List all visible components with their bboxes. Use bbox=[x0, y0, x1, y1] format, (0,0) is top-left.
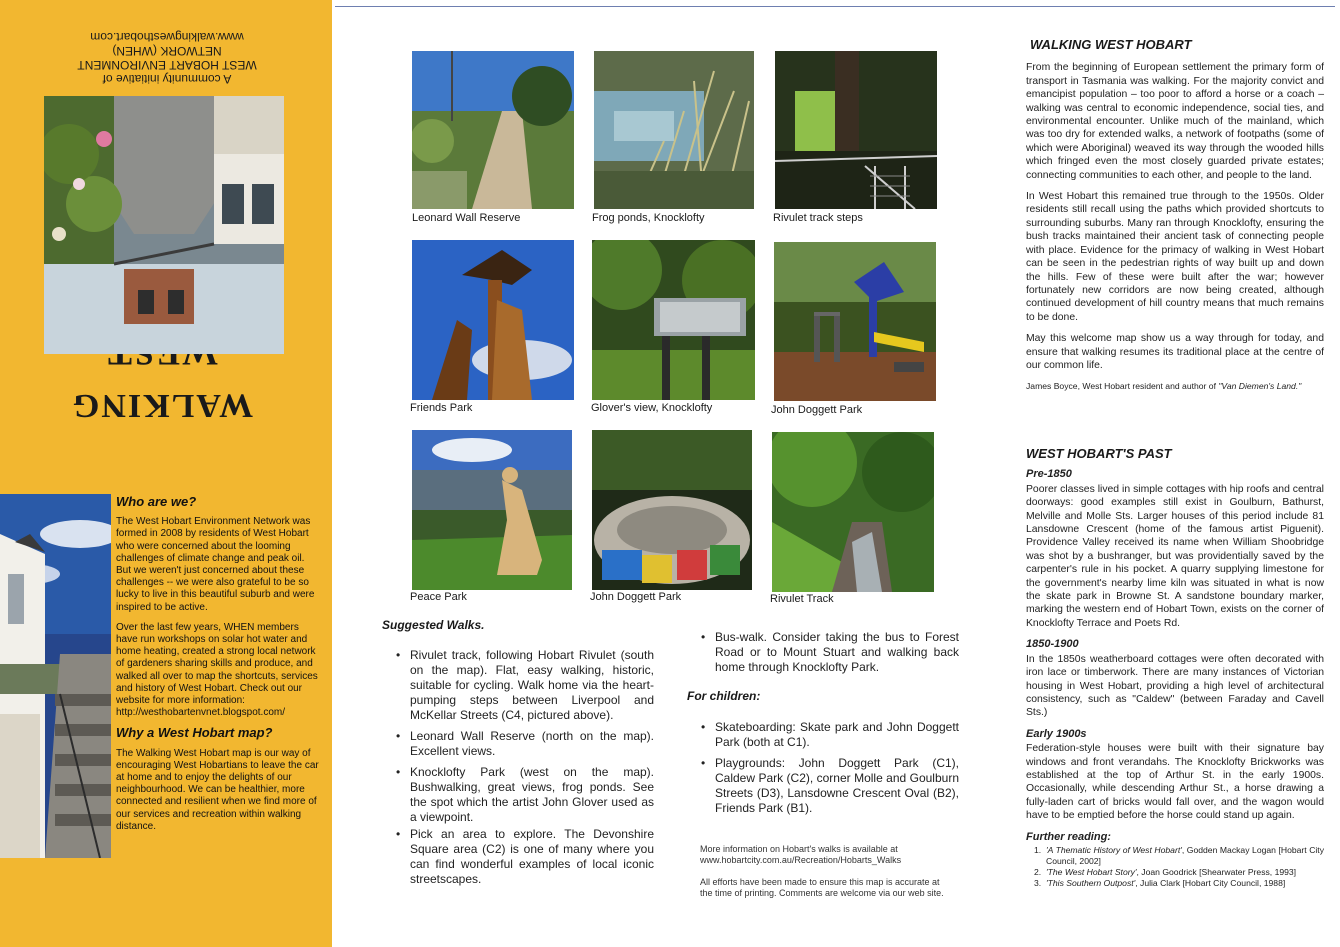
walk-item-knocklofty: • Knocklofty Park (west on the map). Bushwalking, great views, frog ponds. See the spot which the artist John Glover used as a viewpoint. bbox=[382, 765, 654, 825]
cover-street-photo bbox=[44, 96, 284, 354]
accuracy-line-2: the time of printing. Comments are welcome via our web site. bbox=[700, 888, 944, 898]
children-item-playgrounds: • Playgrounds: John Doggett Park (C1), Caldew Park (C2), corner Molle and Goulburn Streets (D3), Lansdowne Crescent Oval (B2), Friends Park (B1). bbox=[687, 756, 959, 816]
cover-credit bbox=[32, 30, 302, 86]
caption-frog-ponds: Frog ponds, Knocklofty bbox=[592, 212, 705, 224]
cover-credit-line1: A community initiative of bbox=[102, 72, 232, 86]
h1900-text: Federation-style houses were built with their signature bay windows and front verandahs. The Knocklofty Brickworks was established at the top of Arthur St. in the early 1900s. Occasionally, while descending Arthur St., a horse drawing a fully-laden cart of bricks would fall over, and the wagon would have to be emptied before the horse could stand up again. bbox=[1026, 743, 1324, 822]
walking-paragraph-1: From the beginning of European settlement the primary form of transport in Tasmania was walking. For the majority convict and emancipist population – too poor to afford a horse or a coach – walking was central to economic independence, social ties, and environmental encounter. Unlike much of the mainland, which was too dry for extended walks, a network of footpaths (some of which were Aboriginal) weaved its way through the wooded hills which fringed even the most closely guarded private estates; connecting communities to each other, and people to the land. bbox=[1026, 62, 1324, 181]
h1850-text: In the 1850s weatherboard cottages were often decorated with iron lace or timberwork. There are many instances of Victorian housing in West Hobart, providing a high level of architectural consistency, such as "Caldew" (between Faraday and Cavell Sts.) bbox=[1026, 653, 1324, 719]
reading-item bbox=[1034, 866, 1324, 878]
cover-website: www.walkingwesthobart.com bbox=[90, 30, 244, 44]
cover-credit-line3: NETWORK (WHEN) bbox=[112, 44, 222, 58]
accuracy-note bbox=[700, 877, 960, 899]
why-heading: Why a West Hobart map? bbox=[116, 725, 273, 741]
reading-details: , Joan Goodrick [Shearwater Press, 1993] bbox=[1136, 866, 1297, 877]
photo-rivulet-track bbox=[772, 432, 934, 592]
photo-glovers-view bbox=[592, 240, 755, 400]
children-list bbox=[687, 720, 959, 822]
walks-list-left bbox=[382, 648, 654, 893]
blog-link[interactable]: http://westhobartenvnet.blogspot.com/ bbox=[116, 707, 285, 719]
accuracy-line-1: All efforts have been made to ensure this map is accurate at bbox=[700, 877, 940, 887]
reading-item bbox=[1034, 844, 1324, 867]
walking-heading: WALKING WEST HOBART bbox=[1030, 37, 1192, 52]
who-paragraph-1: The West Hobart Environment Network was formed in 2008 by residents of West Hobart who were concerned about the looming challenges of climate change and peak oil. But we weren't just concerned about these challenges -- we were also grateful to be so lucky to live in this beautiful suburb and were inspired to be active. bbox=[116, 516, 315, 613]
reading-details: , Julia Clark [Hobart City Council, 1988] bbox=[1135, 877, 1286, 888]
walks-list-right bbox=[687, 630, 959, 681]
walking-attribution bbox=[1026, 380, 1324, 393]
caption-leonard-wall-reserve: Leonard Wall Reserve bbox=[412, 212, 521, 224]
caption-peace-park: Peace Park bbox=[410, 591, 467, 603]
reading-details: , Godden Mackay Logan [Hobart City Council, 2002] bbox=[1046, 844, 1324, 866]
why-paragraph: The Walking West Hobart map is our way of encouraging West Hobartians to leave the car at home and to enjoy the delights of our neighbourhood. We can be healthier, more connected and resilient when we find more of our services and recreation within walking distance. bbox=[116, 747, 319, 832]
reading-number: 3. bbox=[1034, 877, 1042, 888]
photo-john-doggett-park bbox=[774, 242, 936, 401]
walk-item-bus: • Bus-walk. Consider taking the bus to Forest Road or to Mount Stuart and walking back home through Knocklofty Park. bbox=[687, 630, 959, 675]
more-info-note bbox=[700, 844, 960, 866]
walk-item-leonard-wall: • Leonard Wall Reserve (north on the map). Excellent views. bbox=[382, 729, 654, 759]
walk-item-explore: • Pick an area to explore. The Devonshire Square area (C2) is one of many where you can find wonderful examples of local iconic streetscapes. bbox=[382, 827, 654, 887]
further-reading-heading: Further reading: bbox=[1026, 830, 1111, 843]
reading-title: 'This Southern Outpost' bbox=[1046, 877, 1136, 888]
past-section bbox=[1026, 447, 1324, 889]
photo-peace-park bbox=[412, 430, 572, 590]
photo-leonard-wall-reserve bbox=[412, 51, 574, 209]
reading-item bbox=[1034, 877, 1324, 889]
reading-number: 2. bbox=[1034, 866, 1042, 877]
walking-paragraph-2: In West Hobart this remained true through to the 1950s. Older residents still recall using the paths which provided shortcuts to surrounding suburbs. Many ran through Knocklofty, ensuring the bush tracks maintained their ancient task of connecting people with place. Evidence for the primacy of walking in West Hobart can be seen in the pedestrian rights of way built up and down the hills. Few of these were built after the war; however fortunately new corridors are now being created, although continued development of hill country means that much remains to be done. bbox=[1026, 191, 1324, 323]
caption-rivulet-steps: Rivulet track steps bbox=[773, 212, 863, 224]
walking-section bbox=[1026, 38, 1324, 402]
pre1850-text: Poorer classes lived in simple cottages with hip roofs and central doorways: good examples still exist in Goulburn, Bathurst, Melville and Molle Sts. Larger houses of this period include 81 Lansdowne Crescent (home of the famous artist Piguenit). Providence Valley received its name when William Shoobridge was shot by a bushranger, but was providentially saved by the carpenter's rule in his pocket. A quarry supplying limestone for the government's nearby lime kiln was situated in what is now the skate park in Browne St. A sandstone boundary marker, marking the western end of Hobart Town, exists on the corner of Knocklofty Terrace and Poets Rd. bbox=[1026, 483, 1324, 629]
children-item-skateboarding: • Skateboarding: Skate park and John Doggett Park (both at C1). bbox=[687, 720, 959, 750]
cover-flap-upside-down bbox=[0, 0, 332, 490]
walk-item-rivulet: • Rivulet track, following Hobart Rivulet (south on the map). Flat, easy walking, historic, suitable for cycling. Walk home via the heart-pumping steps between Liverpool and McKellar Streets (C4, pictured above). bbox=[382, 648, 654, 723]
who-paragraph-2: Over the last few years, WHEN members have run workshops on solar hot water and home heating, created a strong local network of gardeners sharing skills and produce, and walked all over to map the shortcuts, services and history of West Hobart. Check out our website for more information: bbox=[116, 621, 318, 707]
photo-rivulet-steps bbox=[775, 51, 937, 209]
caption-skate-park: John Doggett Park bbox=[590, 591, 682, 603]
walking-paragraph-3: May this welcome map show us a way through for today, and ensure that walking resumes its traditional place at the centre of our common life. bbox=[1026, 333, 1324, 371]
who-section bbox=[116, 496, 322, 841]
past-heading: WEST HOBART'S PAST bbox=[1026, 446, 1172, 461]
who-heading: Who are we? bbox=[116, 494, 197, 509]
photo-skate-park bbox=[592, 430, 752, 590]
caption-friends-park: Friends Park bbox=[410, 402, 473, 414]
attribution-author: James Boyce, West Hobart resident and author of bbox=[1026, 381, 1219, 392]
cover-title-walking: WALKING bbox=[70, 387, 254, 424]
top-rule bbox=[335, 6, 1335, 7]
caption-glovers-view: Glover's view, Knocklofty bbox=[591, 402, 713, 414]
caption-rivulet-track: Rivulet Track bbox=[770, 593, 834, 605]
photo-frog-ponds bbox=[594, 51, 754, 209]
street-stairs-photo bbox=[0, 494, 111, 858]
walks-link[interactable]: www.hobartcity.com.au/Recreation/Hobarts_Walks bbox=[700, 855, 902, 865]
reading-title: 'A Thematic History of West Hobart' bbox=[1046, 844, 1182, 855]
caption-john-doggett-park: John Doggett Park bbox=[771, 404, 863, 416]
reading-title: 'The West Hobart Story' bbox=[1046, 866, 1137, 877]
h1900-heading: Early 1900s bbox=[1026, 727, 1087, 740]
photo-friends-park bbox=[412, 240, 574, 400]
pre1850-heading: Pre-1850 bbox=[1026, 468, 1072, 481]
cover-credit-line2: WEST HOBART ENVIRONMENT bbox=[77, 58, 257, 72]
further-reading-list bbox=[1026, 845, 1324, 889]
suggested-walks-heading: Suggested Walks. bbox=[382, 618, 485, 632]
reading-number: 1. bbox=[1034, 844, 1042, 855]
attribution-book: "Van Diemen's Land." bbox=[1218, 381, 1302, 392]
h1850-heading: 1850-1900 bbox=[1026, 638, 1079, 651]
children-heading: For children: bbox=[687, 689, 761, 703]
more-info-line: More information on Hobart's walks is available at bbox=[700, 844, 898, 854]
